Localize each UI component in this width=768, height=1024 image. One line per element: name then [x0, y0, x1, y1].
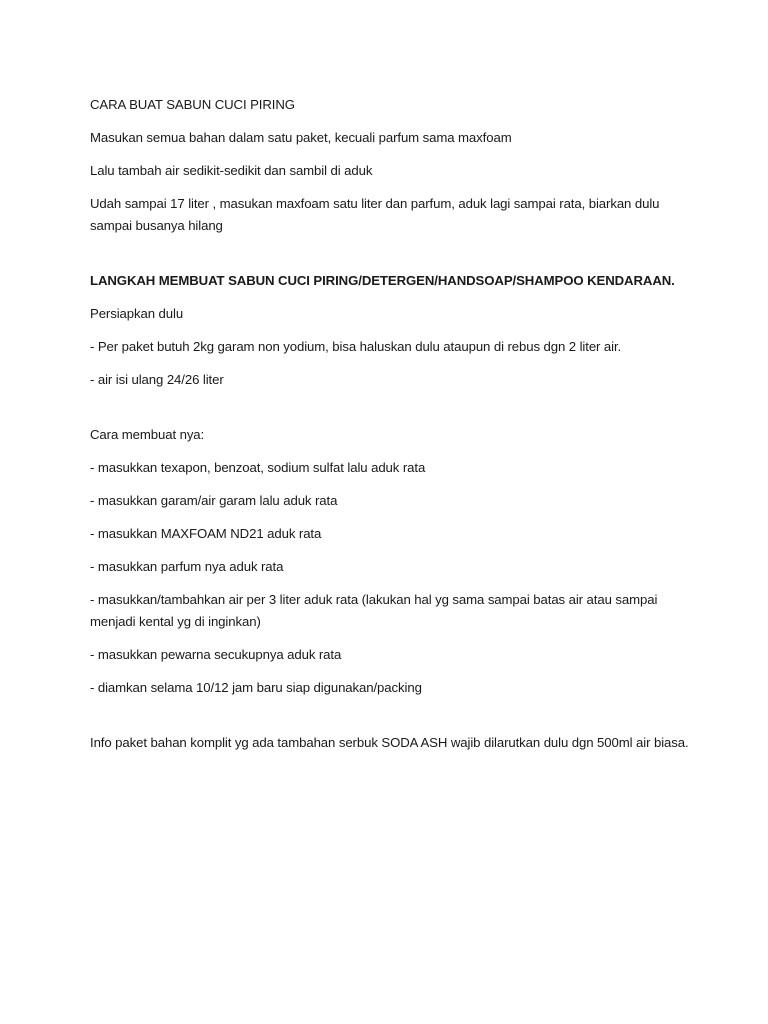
method-item: - masukkan MAXFOAM ND21 aduk rata: [90, 526, 322, 541]
section-heading: LANGKAH MEMBUAT SABUN CUCI PIRING/DETERGEN/HANDSOAP/SHAMPOO KENDARAAN.: [90, 273, 675, 288]
prep-item: - air isi ulang 24/26 liter: [90, 372, 224, 387]
method-item: - masukkan texapon, benzoat, sodium sulfat lalu aduk rata: [90, 460, 426, 475]
method-item: - masukkan pewarna secukupnya aduk rata: [90, 647, 342, 662]
prep-item: - Per paket butuh 2kg garam non yodium, bisa haluskan dulu ataupun di rebus dgn 2 liter air.: [90, 339, 622, 354]
document-title: CARA BUAT SABUN CUCI PIRING: [90, 97, 295, 112]
prep-label: Persiapkan dulu: [90, 306, 184, 321]
method-item: - masukkan/tambahkan air per 3 liter aduk rata (lakukan hal yg sama sampai batas air atau sampai menjadi kental yg di inginkan): [90, 592, 658, 629]
method-item: - masukkan parfum nya aduk rata: [90, 559, 284, 574]
document-body: [90, 94, 690, 754]
intro-paragraph: Udah sampai 17 liter , masukan maxfoam satu liter dan parfum, aduk lagi sampai rata, biarkan dulu sampai busanya hilang: [90, 196, 660, 233]
footer-info: Info paket bahan komplit yg ada tambahan serbuk SODA ASH wajib dilarutkan dulu dgn 500ml air biasa.: [90, 735, 689, 750]
method-label: Cara membuat nya:: [90, 427, 205, 442]
method-item: - masukkan garam/air garam lalu aduk rata: [90, 493, 338, 508]
method-item: - diamkan selama 10/12 jam baru siap digunakan/packing: [90, 680, 422, 695]
intro-paragraph: Lalu tambah air sedikit-sedikit dan sambil di aduk: [90, 163, 373, 178]
intro-paragraph: Masukan semua bahan dalam satu paket, kecuali parfum sama maxfoam: [90, 130, 512, 145]
